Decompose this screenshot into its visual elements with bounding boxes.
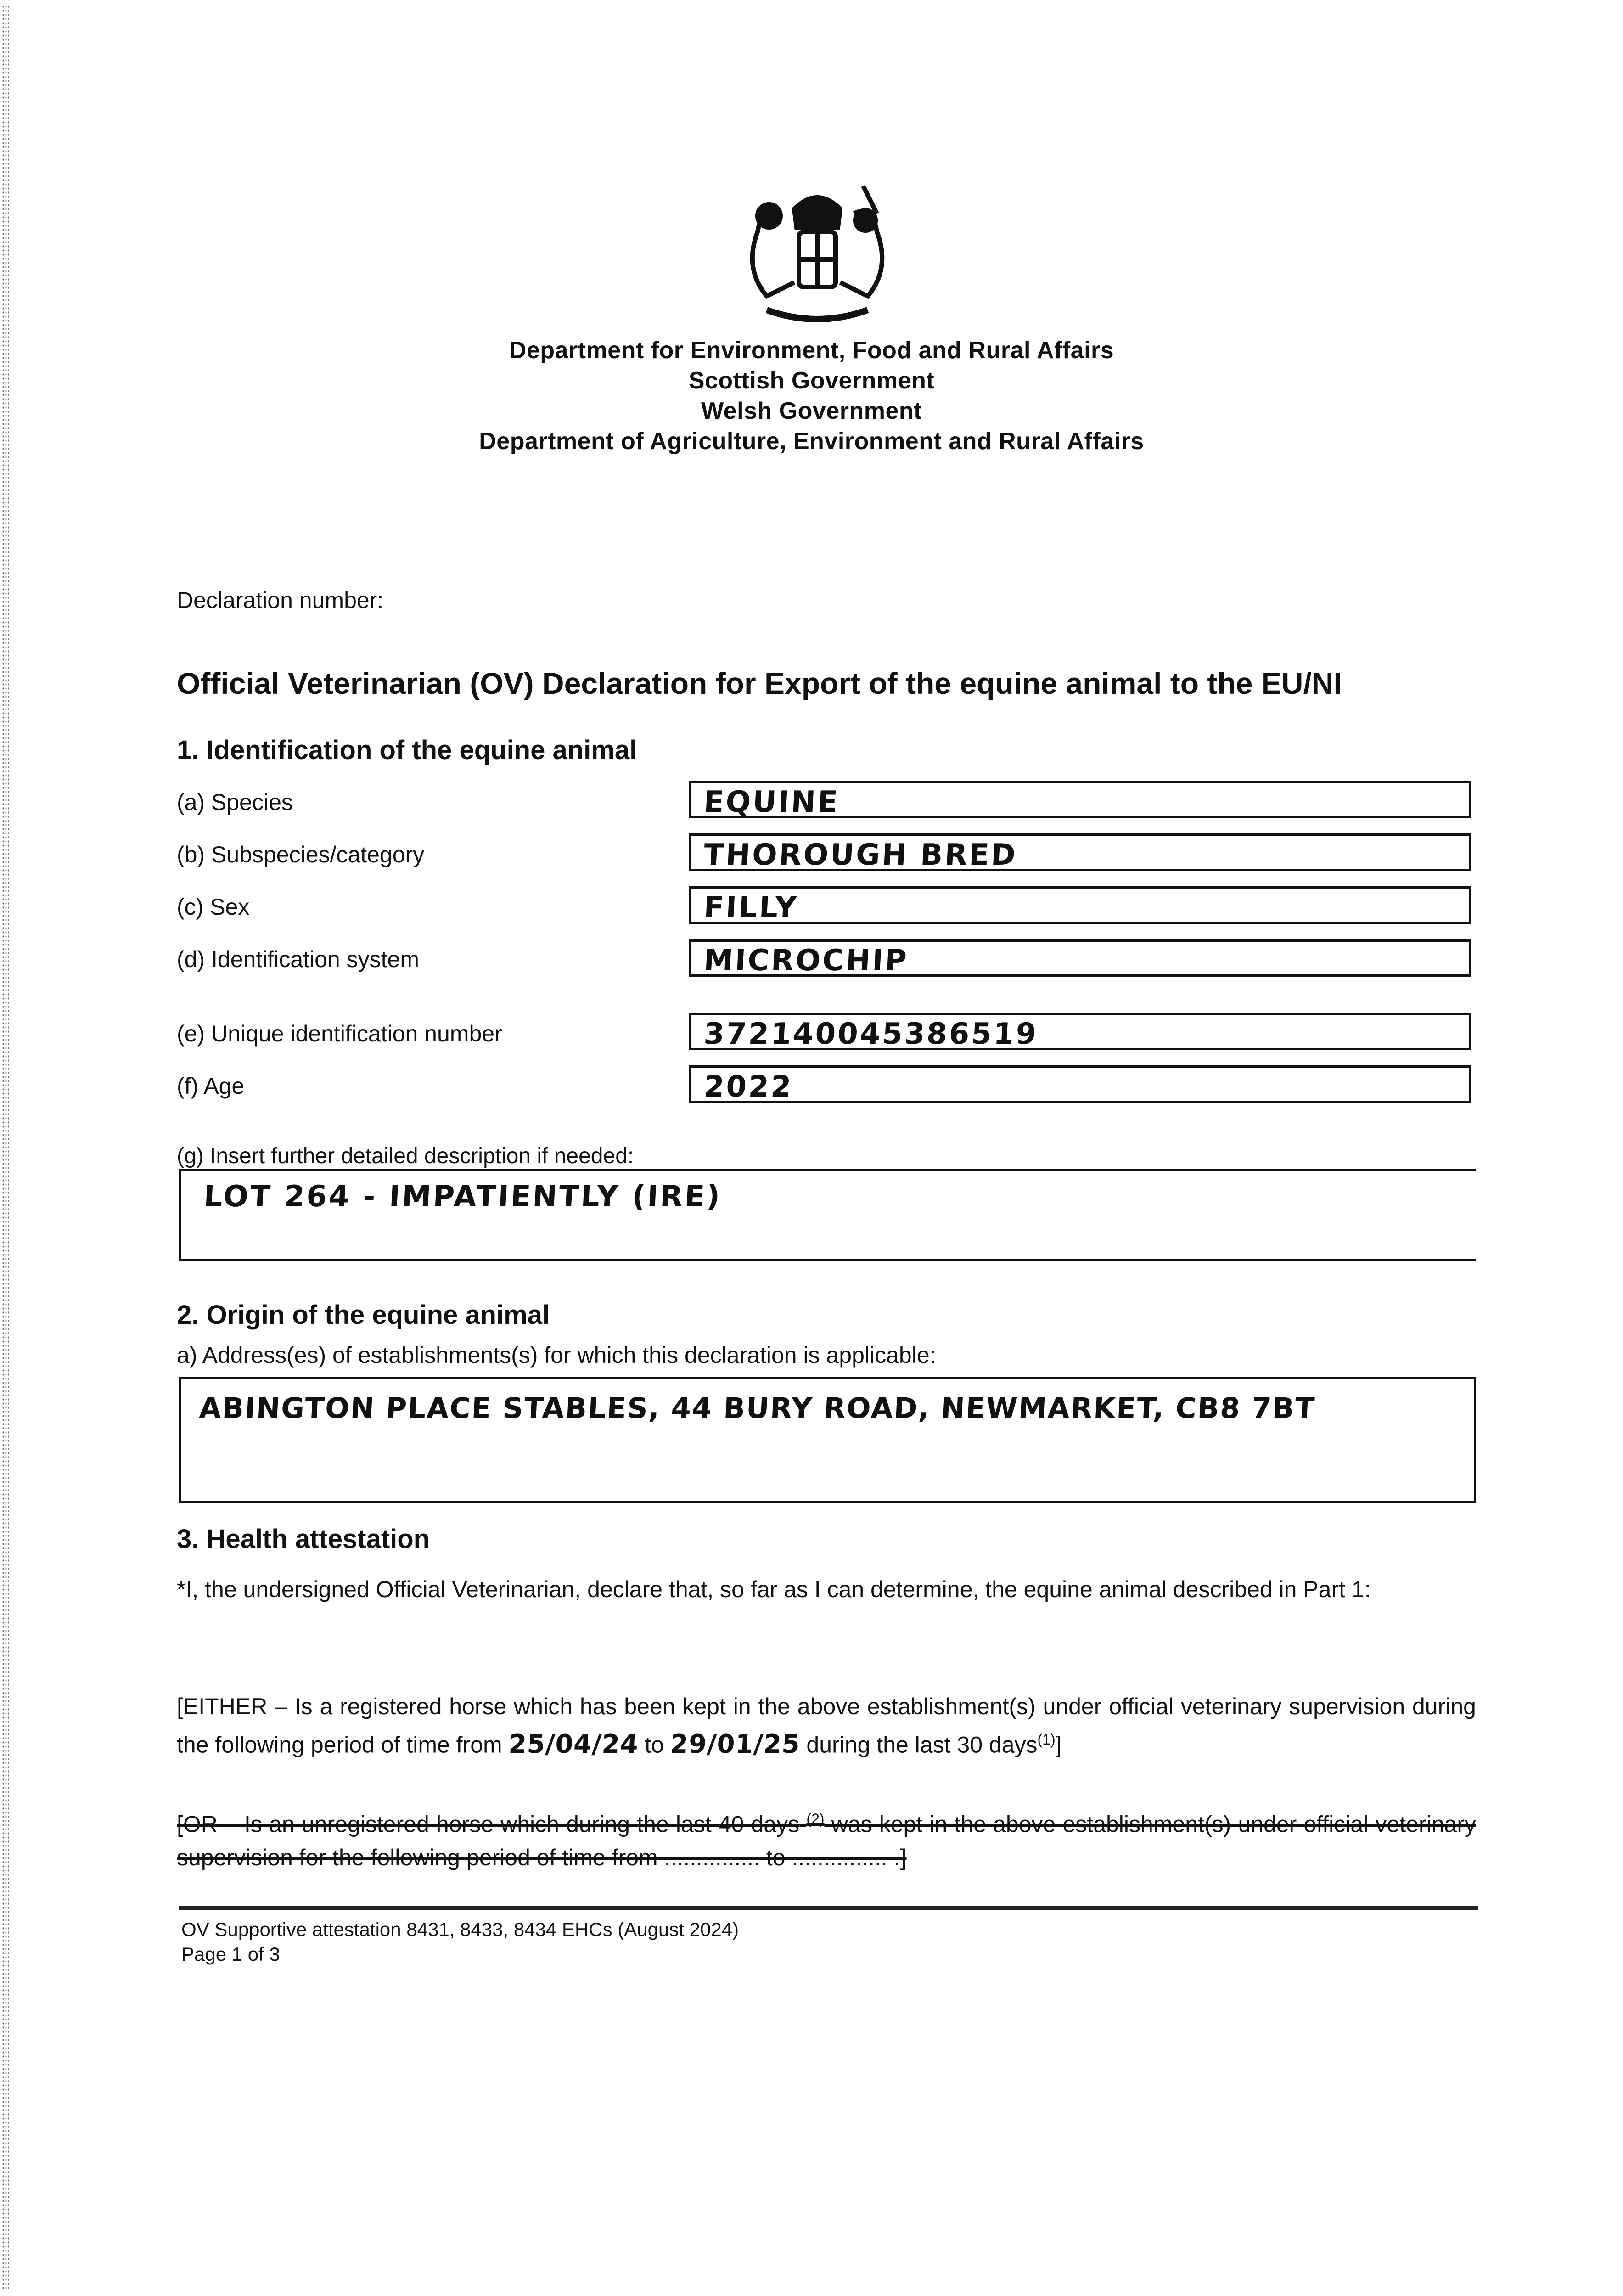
field-label-sex: (c) Sex: [177, 894, 250, 920]
either-to-word: to: [645, 1732, 664, 1758]
footnote-1: (1): [1037, 1731, 1056, 1748]
either-text: [EITHER – Is a registered horse which has been kept in the above establishment(s) under official veterinary supervision during the following period of time from: [177, 1694, 1476, 1758]
address-value: ABINGTON PLACE STABLES, 44 BURY ROAD, NEWMARKET, CB8 7BT: [198, 1391, 1316, 1425]
attestation-or-struck: [177, 1802, 1476, 1874]
subspecies-value: THOROUGH BRED: [703, 838, 1018, 872]
either-from-date[interactable]: 25/04/24: [507, 1729, 640, 1759]
department-headers: [0, 335, 1623, 456]
field-label-species: (a) Species: [177, 789, 293, 815]
field-label-subspecies: (b) Subspecies/category: [177, 842, 425, 867]
description-field[interactable]: [179, 1169, 1476, 1261]
page-number: Page 1 of 3: [181, 1943, 280, 1965]
field-label-age: (f) Age: [177, 1073, 245, 1099]
identification-system-value: MICROCHIP: [703, 944, 910, 978]
footer-divider: [179, 1906, 1478, 1910]
sex-value: FILLY: [703, 891, 799, 925]
royal-coat-of-arms-icon: [725, 177, 909, 328]
footer: [181, 1917, 739, 1967]
subspecies-field[interactable]: [689, 833, 1471, 871]
footnote-2: (2): [806, 1811, 825, 1827]
department-name: Scottish Government: [688, 367, 935, 394]
address-field[interactable]: [179, 1377, 1476, 1503]
or-text-b: was kept in the above establishment(s) under official veterinary supervision for the following period of time from ............... to ............... .]: [177, 1811, 1476, 1870]
age-field[interactable]: [689, 1065, 1471, 1103]
description-value: LOT 264 - IMPATIENTLY (IRE): [203, 1180, 723, 1214]
unique-id-value: 372140045386519: [703, 1017, 1039, 1051]
either-text-after: during the last 30 days: [806, 1732, 1038, 1758]
age-value: 2022: [703, 1070, 794, 1104]
species-value: EQUINE: [703, 785, 841, 819]
unique-id-field[interactable]: [689, 1013, 1471, 1050]
department-name: Welsh Government: [701, 398, 922, 424]
section-2-title: 2. Origin of the equine animal: [177, 1300, 550, 1330]
either-to-date[interactable]: 29/01/25: [669, 1729, 801, 1759]
sex-field[interactable]: [689, 886, 1471, 924]
address-label: a) Address(es) of establishments(s) for which this declaration is applicable:: [177, 1342, 936, 1368]
declaration-number: [177, 587, 383, 613]
species-field[interactable]: [689, 781, 1471, 818]
either-close: ]: [1055, 1732, 1062, 1758]
section-1-title: 1. Identification of the equine animal: [177, 735, 637, 765]
attestation-either: [177, 1690, 1476, 1761]
declaration-number-label: Declaration number:: [177, 587, 384, 613]
field-label-unique-id: (e) Unique identification number: [177, 1021, 502, 1047]
description-label: (g) Insert further detailed description if needed:: [177, 1144, 634, 1168]
or-text-a: [OR – Is an unregistered horse which during the last 40 days: [177, 1811, 800, 1837]
field-label-identification-system: (d) Identification system: [177, 946, 419, 972]
attestation-intro: *I, the undersigned Official Veterinarian, declare that, so far as I can determine, the equine animal described in Part 1:: [177, 1576, 1371, 1602]
identification-system-field[interactable]: [689, 939, 1471, 977]
section-3-title: 3. Health attestation: [177, 1524, 430, 1554]
footer-reference: OV Supportive attestation 8431, 8433, 8434 EHCs (August 2024): [181, 1919, 739, 1940]
department-name: Department of Agriculture, Environment and Rural Affairs: [479, 428, 1144, 455]
department-name: Department for Environment, Food and Rural Affairs: [509, 337, 1114, 364]
page-title: Official Veterinarian (OV) Declaration for Export of the equine animal to the EU/NI: [177, 666, 1342, 700]
